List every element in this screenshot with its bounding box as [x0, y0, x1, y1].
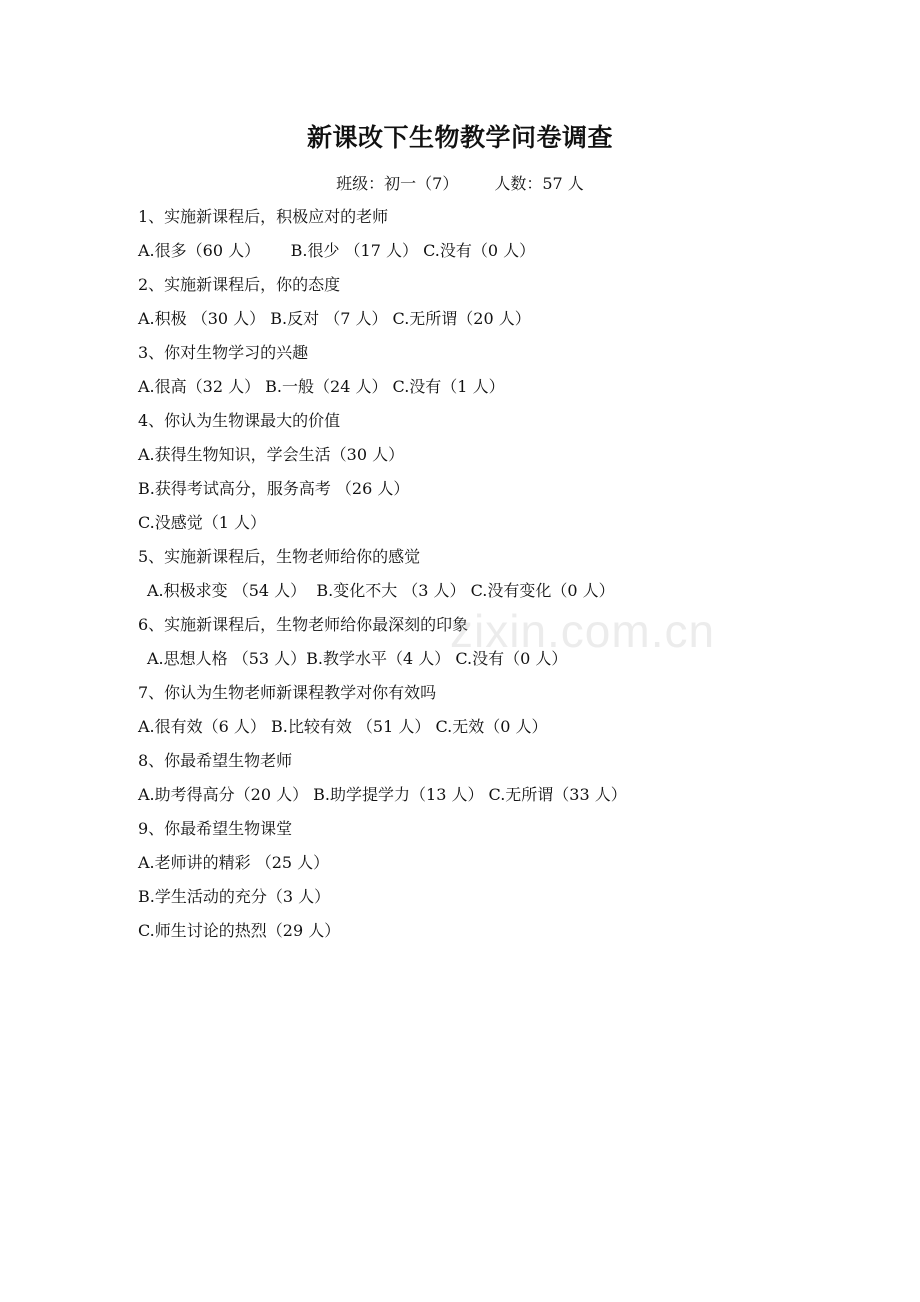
answer-8: A.助考得高分（20 人） B.助学提学力（13 人） C.无所谓（33 人） — [138, 785, 627, 804]
answer-4b: B.获得考试高分，服务高考 （26 人） — [138, 479, 410, 498]
document-title: 新课改下生物教学问卷调查 — [306, 123, 613, 152]
answer-5: A.积极求变 （54 人） B.变化不大 （3 人） C.没有变化（0 人） — [147, 581, 615, 600]
question-3: 3、你对生物学习的兴趣 — [138, 343, 309, 362]
question-list — [138, 204, 798, 952]
count-info: 人数：57 人 — [494, 174, 584, 193]
answer-9b: B.学生活动的充分（3 人） — [138, 887, 331, 906]
answer-6: A.思想人格 （53 人）B.教学水平（4 人） C.没有（0 人） — [147, 649, 568, 668]
question-2: 2、实施新课程后，你的态度 — [138, 275, 341, 294]
class-info: 班级：初一（7） — [336, 174, 459, 193]
question-6: 6、实施新课程后，生物老师给你最深刻的印象 — [138, 615, 469, 634]
question-5: 5、实施新课程后，生物老师给你的感觉 — [138, 547, 421, 566]
answer-9a: A.老师讲的精彩 （25 人） — [138, 853, 330, 872]
watermark: zixin.com.cn — [450, 605, 716, 657]
answer-9c: C.师生讨论的热烈（29 人） — [138, 921, 341, 940]
question-9: 9、你最希望生物课堂 — [138, 819, 293, 838]
answer-3: A.很高（32 人） B.一般（24 人） C.没有（1 人） — [138, 377, 505, 396]
answer-4c: C.没感觉（1 人） — [138, 513, 267, 532]
answer-1: A.很多（60 人） B.很少 （17 人） C.没有（0 人） — [138, 241, 536, 260]
question-4: 4、你认为生物课最大的价值 — [138, 411, 341, 430]
answer-7: A.很有效（6 人） B.比较有效 （51 人） C.无效（0 人） — [138, 717, 548, 736]
question-8: 8、你最希望生物老师 — [138, 751, 293, 770]
survey-meta — [0, 171, 920, 194]
answer-4a: A.获得生物知识，学会生活（30 人） — [138, 445, 405, 464]
answer-2: A.积极 （30 人） B.反对 （7 人） C.无所谓（20 人） — [138, 309, 531, 328]
question-1: 1、实施新课程后，积极应对的老师 — [138, 207, 389, 226]
question-7: 7、你认为生物老师新课程教学对你有效吗 — [138, 683, 437, 702]
